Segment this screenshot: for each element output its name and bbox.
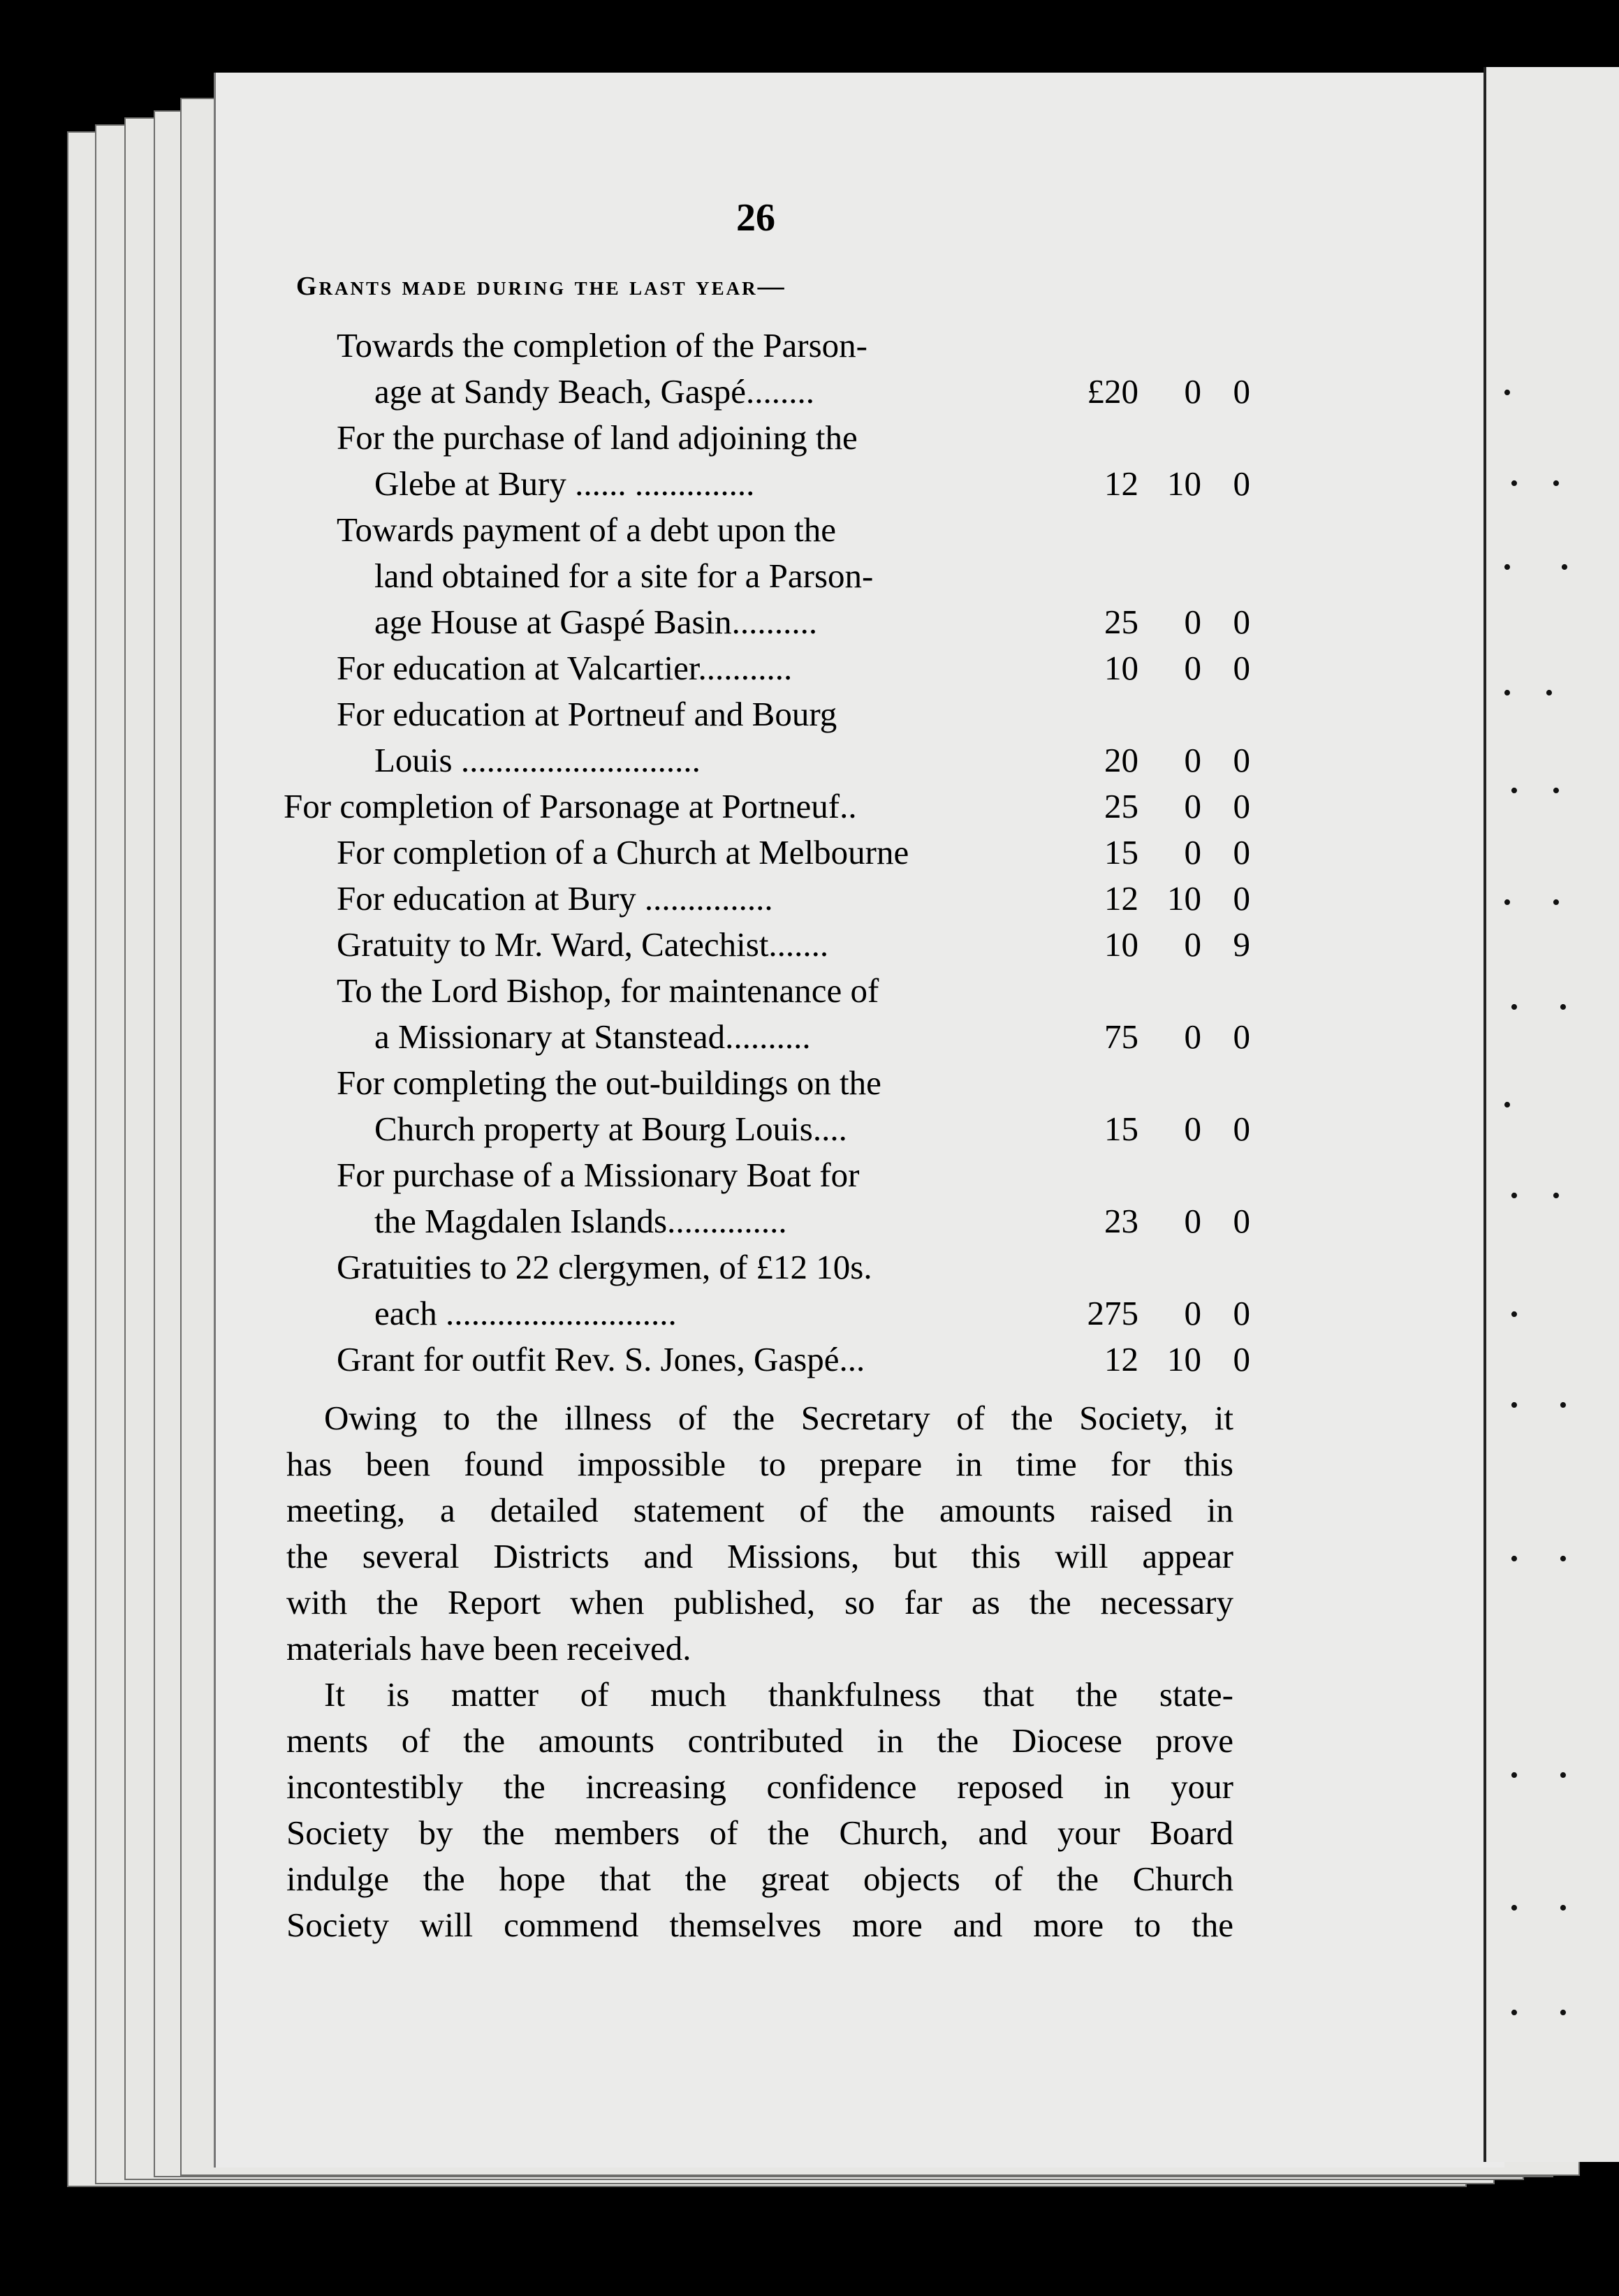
grant-line: [286, 1106, 1250, 1152]
grant-line: [284, 783, 1250, 830]
grant-pence: 0: [1233, 741, 1250, 779]
paragraph-line: Society will commend themselves more and more to the: [286, 1906, 1233, 1944]
grant-description: Louis ............................: [374, 741, 701, 779]
grant-entry: [286, 876, 1250, 922]
paragraph-line: incontestibly the increasing confidence reposed in your: [286, 1767, 1233, 1806]
grant-line: [286, 968, 1243, 1014]
grant-shillings: 0: [1184, 925, 1201, 964]
grant-pence: 0: [1233, 603, 1250, 641]
grant-shillings: 0: [1184, 1294, 1201, 1332]
grant-shillings: 10: [1167, 879, 1201, 918]
grant-description: For education at Portneuf and Bourg: [337, 695, 837, 733]
grant-pounds: 15: [1104, 1110, 1138, 1148]
grant-entry: [286, 922, 1250, 968]
grant-description: For the purchase of land adjoining the: [337, 418, 858, 457]
grant-pounds: £20: [1087, 372, 1138, 411]
paragraph-line: meeting, a detailed statement of the amounts raised in: [286, 1491, 1233, 1529]
grant-description: For completing the out-buildings on the: [337, 1064, 881, 1102]
paragraph-line: has been found impossible to prepare in time for this: [286, 1445, 1233, 1483]
grant-line: [286, 922, 1250, 968]
grant-shillings: 0: [1184, 1110, 1201, 1148]
grant-line: [286, 415, 1243, 461]
grant-line: [286, 369, 1250, 415]
grant-pence: 0: [1233, 372, 1250, 411]
grant-description: Church property at Bourg Louis....: [374, 1110, 847, 1148]
grant-line: [286, 1198, 1250, 1244]
grant-description: Towards the completion of the Parson-: [337, 326, 867, 365]
grant-pence: 0: [1233, 649, 1250, 687]
grant-pence: 0: [1233, 787, 1250, 825]
grant-description: Grant for outfit Rev. S. Jones, Gaspé...: [337, 1340, 865, 1378]
grant-entry: [286, 1152, 1250, 1244]
grant-description: To the Lord Bishop, for maintenance of: [337, 971, 879, 1010]
grant-pounds: 10: [1104, 925, 1138, 964]
grant-pence: 9: [1233, 925, 1250, 964]
grant-entry: [286, 1337, 1250, 1383]
grant-description: the Magdalen Islands..............: [374, 1202, 787, 1240]
grant-line: [286, 1060, 1243, 1106]
grant-pounds: 75: [1104, 1017, 1138, 1056]
grant-shillings: 0: [1184, 603, 1201, 641]
grant-pence: 0: [1233, 1340, 1250, 1378]
grant-shillings: 10: [1167, 464, 1201, 503]
grant-line: [286, 1152, 1243, 1198]
grant-line: [286, 553, 1243, 599]
grant-description: For purchase of a Missionary Boat for: [337, 1156, 860, 1194]
page-number: 26: [736, 196, 775, 240]
grant-line: [286, 876, 1250, 922]
grant-description: For education at Valcartier...........: [337, 649, 793, 687]
grant-pounds: 20: [1104, 741, 1138, 779]
grant-pence: 0: [1233, 1294, 1250, 1332]
grant-description: Gratuity to Mr. Ward, Catechist.......: [337, 925, 829, 964]
grant-line: [286, 507, 1243, 553]
grant-shillings: 0: [1184, 833, 1201, 871]
grant-pounds: 12: [1104, 1340, 1138, 1378]
grant-description: Glebe at Bury ...... ..............: [374, 464, 755, 503]
grant-pence: 0: [1233, 833, 1250, 871]
grant-entry: [286, 645, 1250, 691]
grant-description: age at Sandy Beach, Gaspé........: [374, 372, 814, 411]
grant-entry: [286, 507, 1250, 645]
grant-description: For completion of Parsonage at Portneuf..: [284, 787, 857, 825]
grant-shillings: 10: [1167, 1340, 1201, 1378]
grant-description: Towards payment of a debt upon the: [337, 510, 837, 549]
facing-page-edge: • • • • • • • • • • • • • • • • • • • • • • • • • • •: [1484, 67, 1619, 2162]
grant-shillings: 0: [1184, 741, 1201, 779]
grant-entry: [286, 691, 1250, 783]
grant-line: [286, 691, 1243, 737]
grant-entry: [284, 783, 1250, 830]
grant-pounds: 25: [1104, 787, 1138, 825]
section-heading: Grants made during the last year—: [296, 272, 786, 301]
grant-description: a Missionary at Stanstead..........: [374, 1017, 811, 1056]
grant-line: [286, 1290, 1250, 1337]
paragraph-line: Owing to the illness of the Secretary of the Society, it: [324, 1399, 1233, 1437]
grant-pence: 0: [1233, 1202, 1250, 1240]
grant-description: each ...........................: [374, 1294, 677, 1332]
paragraph-line: ments of the amounts contributed in the Diocese prove: [286, 1721, 1233, 1760]
grant-description: land obtained for a site for a Parson-: [374, 557, 874, 595]
paragraph-line: indulge the hope that the great objects of the Church: [286, 1860, 1233, 1898]
grant-entry: [286, 968, 1250, 1060]
grant-pounds: 12: [1104, 879, 1138, 918]
grants-list: [284, 323, 1250, 1383]
grant-pounds: 15: [1104, 833, 1138, 871]
grant-description: Gratuities to 22 clergymen, of £12 10s.: [337, 1248, 872, 1286]
grant-shillings: 0: [1184, 1017, 1201, 1056]
grant-pounds: 275: [1087, 1294, 1138, 1332]
grant-pounds: 12: [1104, 464, 1138, 503]
grant-line: [286, 830, 1250, 876]
paragraph-line: with the Report when published, so far as the necessary: [286, 1583, 1233, 1621]
grant-line: [286, 461, 1250, 507]
grant-description: For completion of a Church at Melbourne: [337, 833, 909, 871]
paragraph-line: materials have been received.: [286, 1629, 691, 1668]
grant-pounds: 23: [1104, 1202, 1138, 1240]
paragraph-line: Society by the members of the Church, and your Board: [286, 1813, 1233, 1852]
grant-line: [286, 1244, 1243, 1290]
grant-shillings: 0: [1184, 1202, 1201, 1240]
grant-entry: [286, 830, 1250, 876]
grant-shillings: 0: [1184, 787, 1201, 825]
grant-pence: 0: [1233, 1017, 1250, 1056]
paragraph-line: It is matter of much thankfulness that the state-: [324, 1675, 1233, 1714]
grant-description: age House at Gaspé Basin..........: [374, 603, 818, 641]
paragraph: [286, 1395, 1233, 1672]
grant-line: [286, 645, 1250, 691]
grant-line: [286, 737, 1250, 783]
grant-entry: [286, 1244, 1250, 1337]
grant-shillings: 0: [1184, 649, 1201, 687]
grant-pence: 0: [1233, 1110, 1250, 1148]
grant-line: [286, 1014, 1250, 1060]
paragraph-line: the several Districts and Missions, but this will appear: [286, 1537, 1233, 1575]
grant-pounds: 25: [1104, 603, 1138, 641]
grant-line: [286, 1337, 1250, 1383]
grant-entry: [286, 415, 1250, 507]
grant-pence: 0: [1233, 464, 1250, 503]
grant-line: [286, 323, 1243, 369]
grant-shillings: 0: [1184, 372, 1201, 411]
grant-pounds: 10: [1104, 649, 1138, 687]
grant-pence: 0: [1233, 879, 1250, 918]
paragraph: [286, 1672, 1233, 1948]
grant-description: For education at Bury ...............: [337, 879, 773, 918]
grant-entry: [286, 1060, 1250, 1152]
grant-entry: [286, 323, 1250, 415]
grant-line: [286, 599, 1250, 645]
